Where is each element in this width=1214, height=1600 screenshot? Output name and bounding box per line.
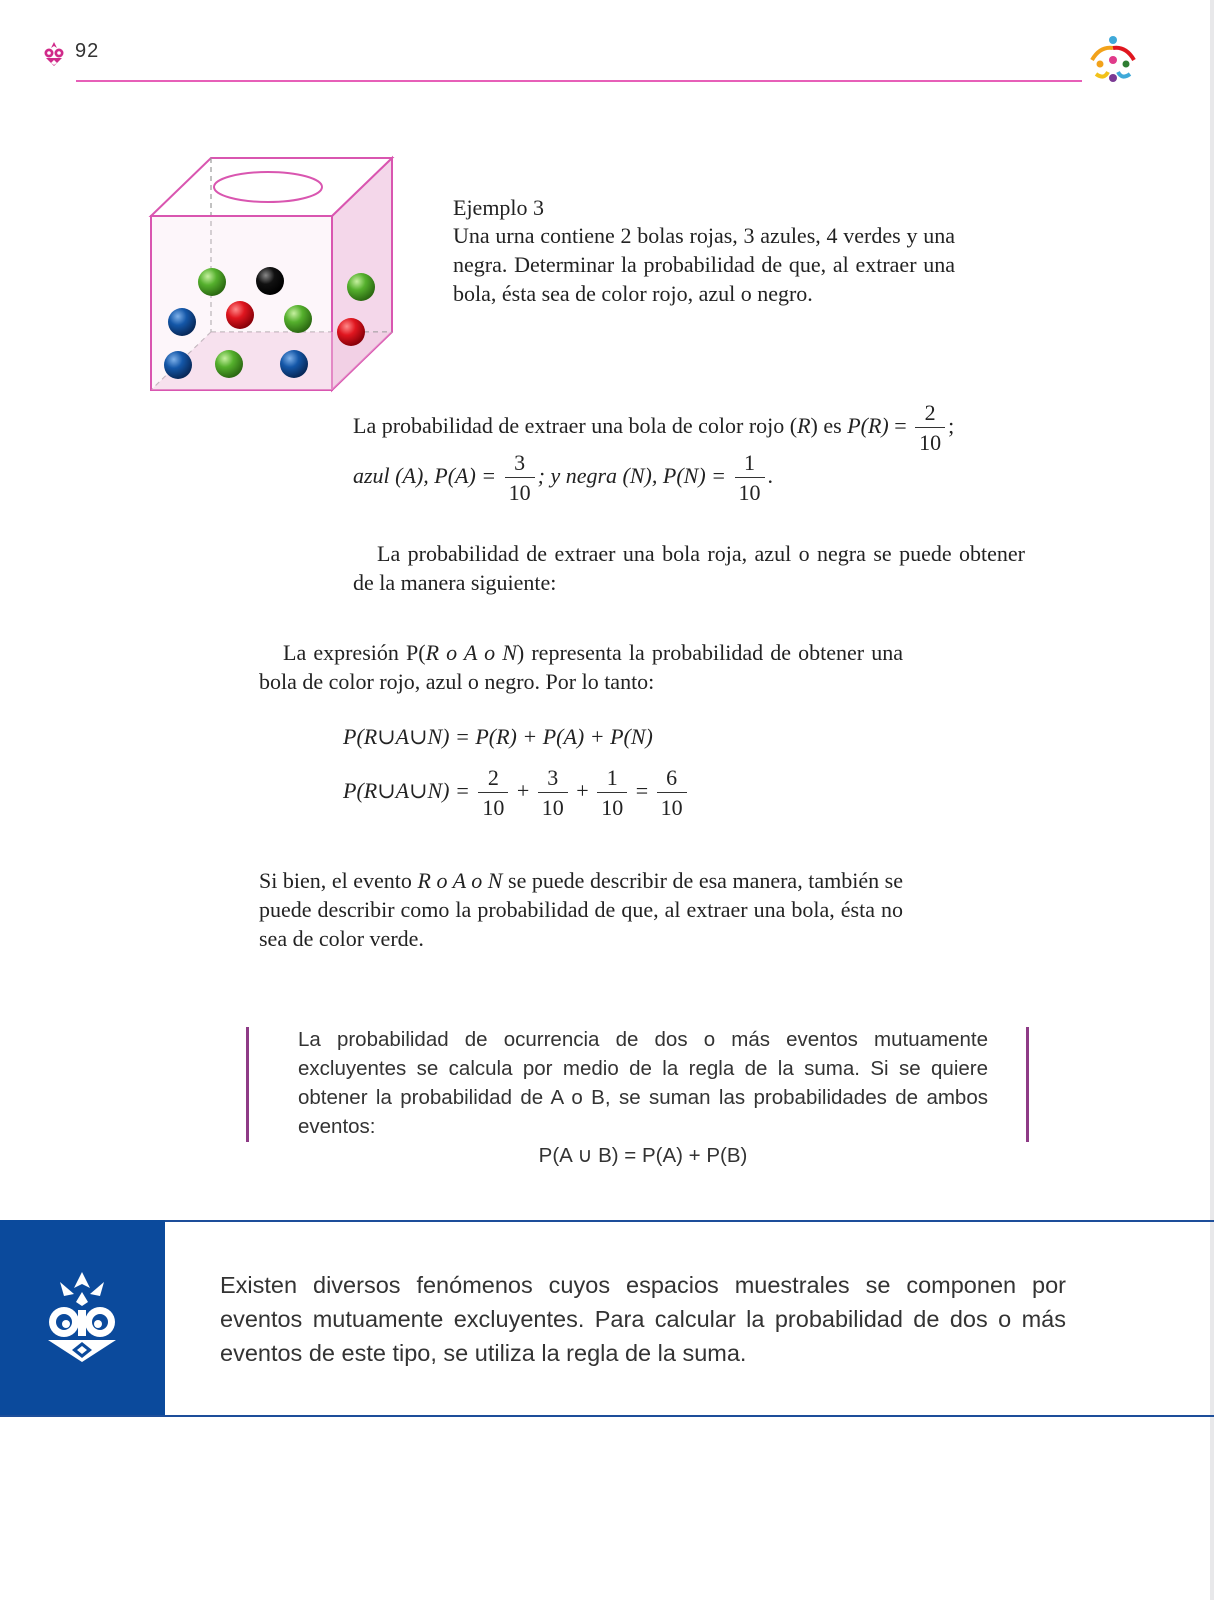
header-flower-icon	[42, 40, 66, 68]
summary-band-bottom-rule	[0, 1415, 1214, 1417]
equation-sum-rule: P(R∪A∪N) = P(R) + P(A) + P(N)	[343, 724, 653, 749]
ball-red	[337, 318, 365, 346]
ball-blue	[280, 350, 308, 378]
ball-blue	[164, 351, 192, 379]
callout-text: La probabilidad de ocurrencia de dos o más eventos mutuamente excluyentes se calcula por medio de la regla de la suma. Si se quiere obtener la probabilidad de A o B, se suman las probabilidades de ambos eventos:	[298, 1028, 988, 1138]
example-statement: Una urna contiene 2 bolas rojas, 3 azules, 4 verdes y una negra. Determinar la probabilidad de que, al extraer una bola, ésta sea de color rojo, azul o negro.	[453, 223, 955, 306]
summary-band-icon-box	[0, 1220, 165, 1417]
ball-green	[347, 273, 375, 301]
callout-right-bar	[1026, 1027, 1029, 1142]
callout-formula: P(A ∪ B) = P(A) + P(B)	[538, 1144, 748, 1167]
example-title: Ejemplo 3	[453, 195, 545, 220]
fraction-numerator: 2	[915, 402, 945, 428]
equation-sum-values: P(R∪A∪N) = $\frac{2}{10}$ + $\frac{3}{10}$ + $\frac{1}{10}$ = $\frac{6}{10}$	[343, 767, 690, 819]
ball-green	[215, 350, 243, 378]
page-number: 92	[75, 40, 100, 62]
header-rule	[76, 80, 1082, 82]
ball-green	[198, 268, 226, 296]
summary-band-top-rule	[0, 1220, 1214, 1222]
colorful-dots-logo-icon	[1086, 34, 1140, 86]
probability-blue-black-line: azul (A), P(A) = $\frac{3}{10}$ ; y negra (N), P(N) = $\frac{1}{10}$ .	[353, 450, 773, 505]
callout-box	[298, 1025, 988, 1170]
white-flower-ornament-icon	[40, 1270, 124, 1364]
probability-red-line: La probabilidad de extraer una bola de color rojo (R) es P(R) = $\frac{2}{10}$ ;	[353, 400, 955, 455]
page-edge-shadow	[1210, 0, 1214, 1600]
summary-text: Existen diversos fenómenos cuyos espacios muestrales se componen por eventos mutuamente excluyentes. Para calcular la probabilidad de dos o más eventos de este tipo, se utiliza la regla de la suma.	[220, 1272, 1066, 1366]
urn-illustration	[145, 150, 400, 400]
paragraph-method: La probabilidad de extraer una bola roja, azul o negra se puede obtener de la manera siguiente:	[353, 541, 1025, 595]
paragraph-complement: Si bien, el evento R o A o N se puede describir de esa manera, también se puede describir como la probabilidad de que, al extraer una bola, ésta no sea de color verde.	[259, 868, 903, 951]
paragraph-expression: La expresión P(R o A o N) representa la probabilidad de obtener una bola de color rojo, azul o negro. Por lo tanto:	[259, 640, 903, 694]
fraction-denominator: 10	[919, 430, 942, 455]
ball-red	[226, 301, 254, 329]
ball-green	[284, 305, 312, 333]
ball-blue	[168, 308, 196, 336]
ball-black	[256, 267, 284, 295]
callout-left-bar	[246, 1027, 249, 1142]
